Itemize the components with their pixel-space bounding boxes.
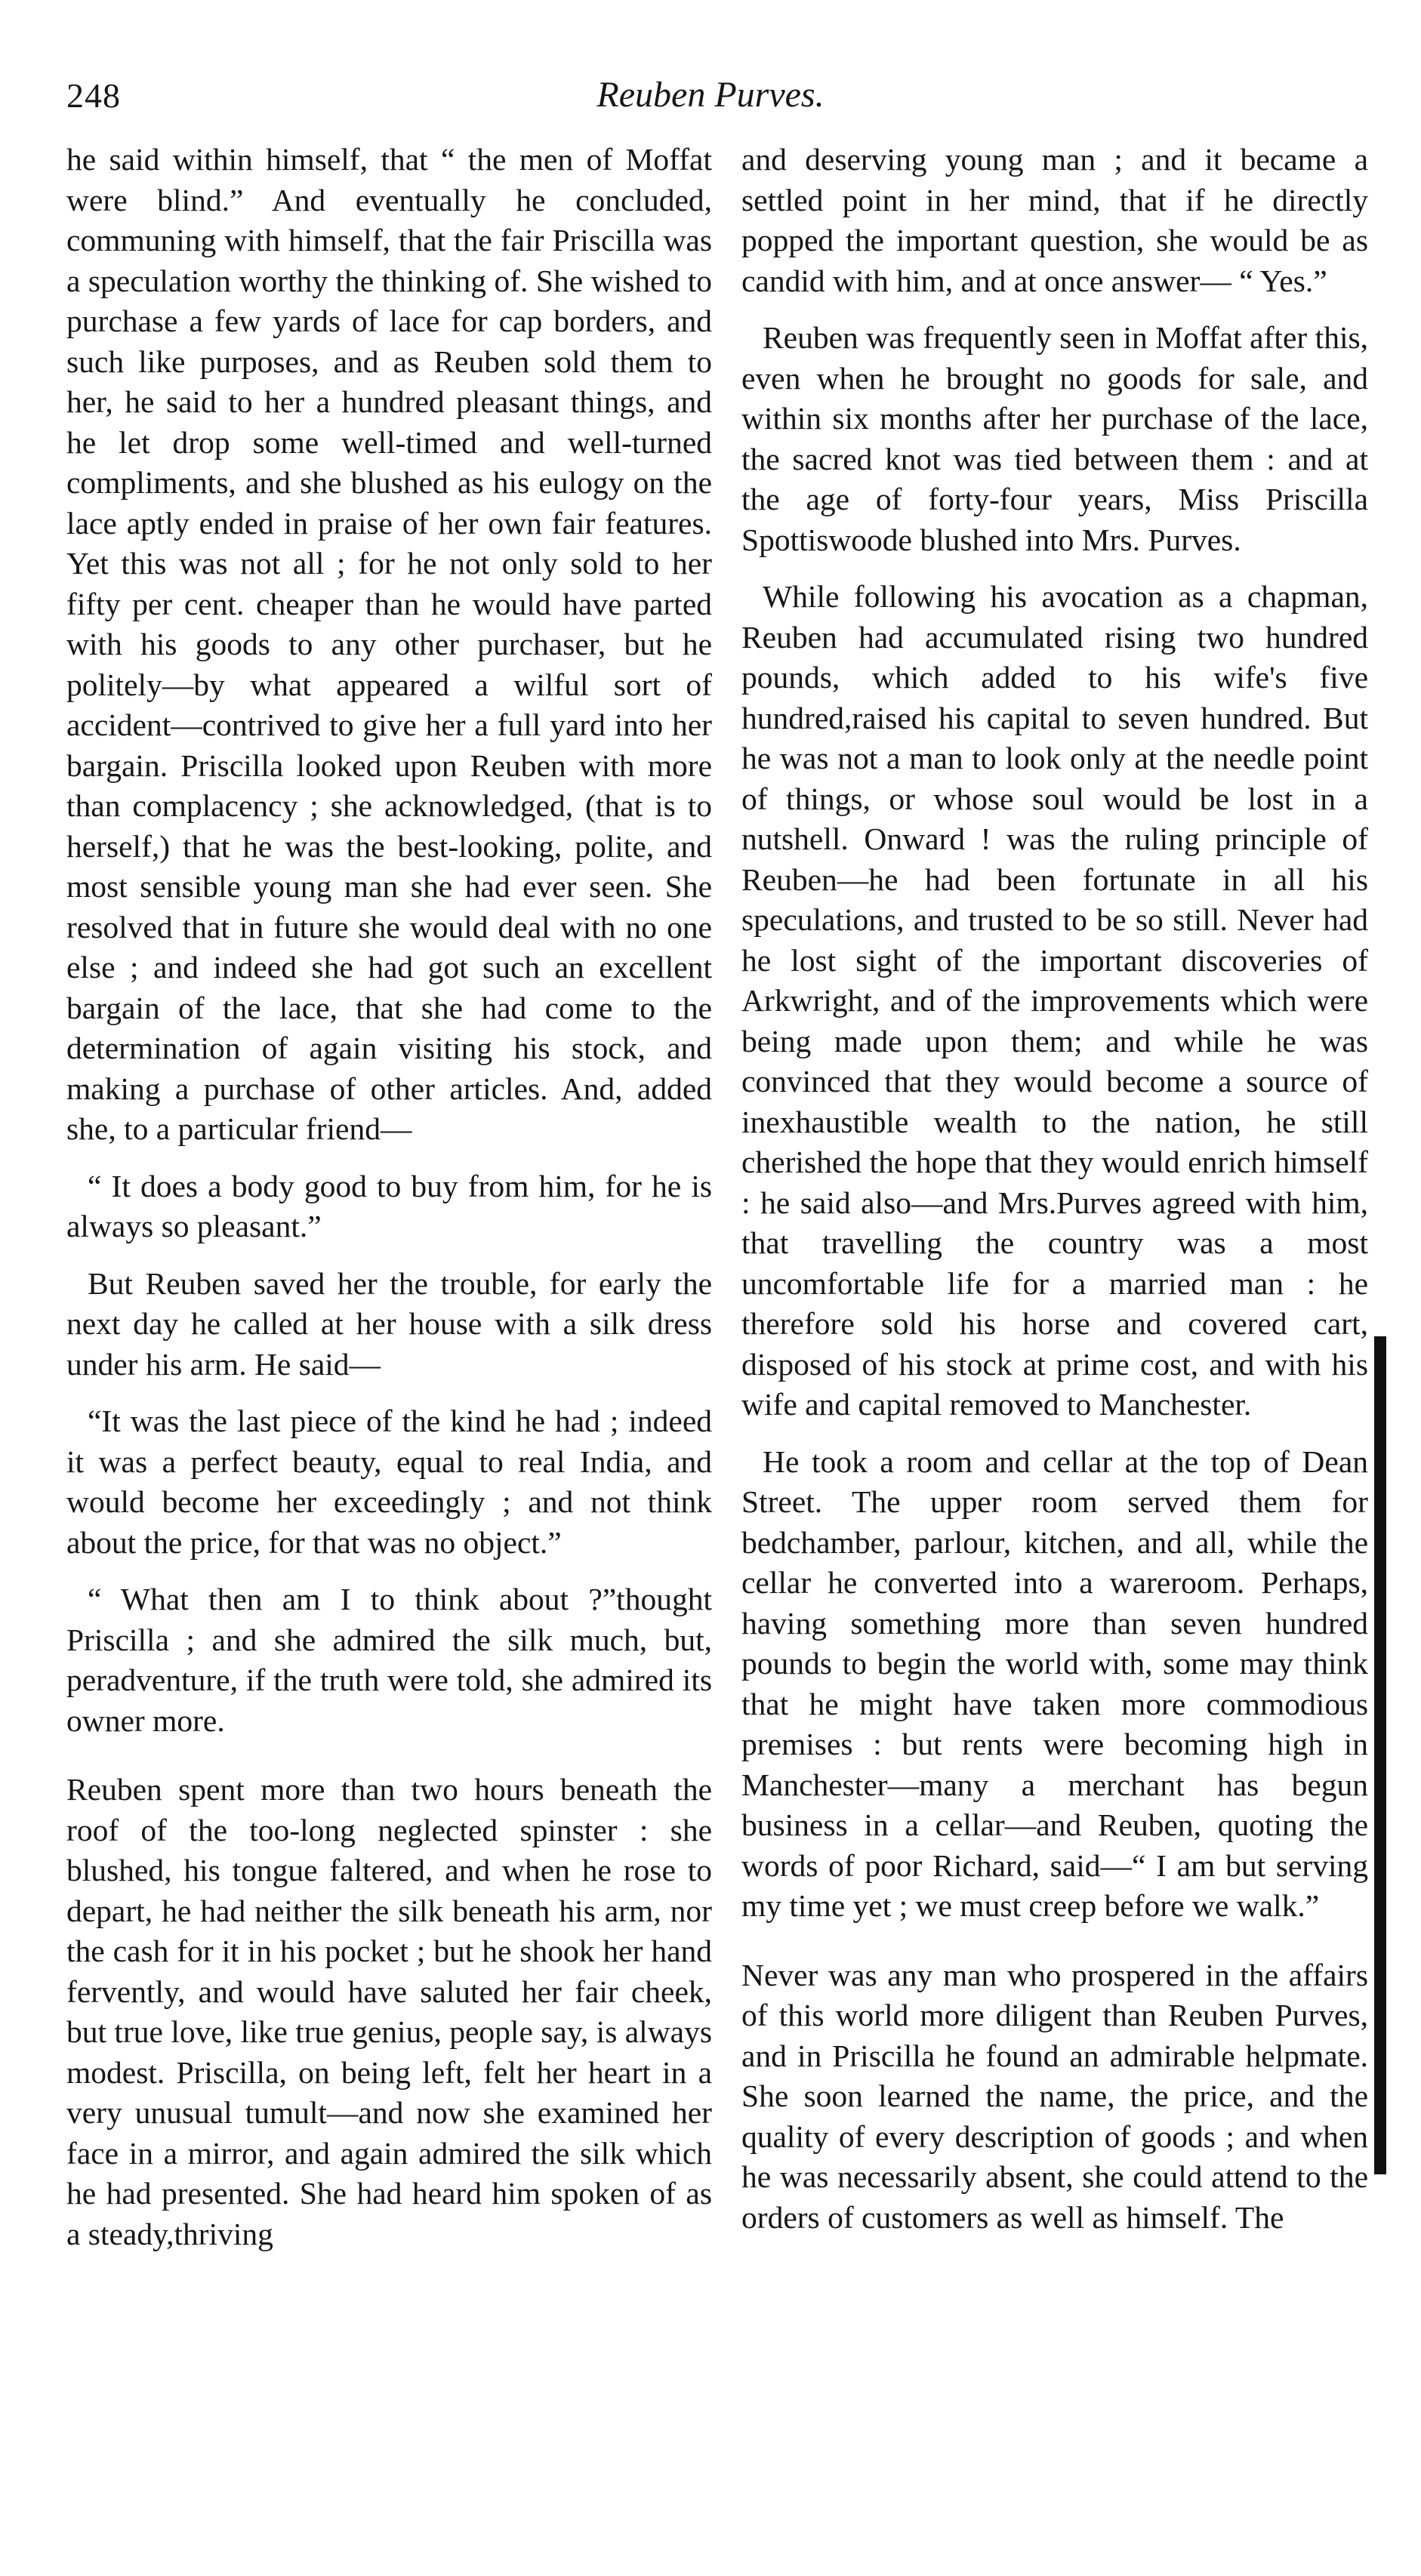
paragraph: While following his avocation as a chapman, Reuben had accumulated rising two hundred pounds, which added to his wife's five hundred,raised his capital to seven hundred. But he was not a man to look only at the needle point of things, or whose soul would be lost in a nutshell. Onward ! was the ruling principle of Reuben—he had been fortunate in all his speculations, and trusted to be so still. Never had he lost sight of the important discoveries of Arkwright, and of the improvements which were being made upon them; and while he was convinced that they would become a source of inexhaustible wealth to the nation, he still cherished the hope that they would enrich himself : he said also—and Mrs.Purves agreed with him, that travelling the country was a most uncomfortable life for a married man : he therefore sold his horse and covered cart, disposed of his stock at prime cost, and with his wife and capital removed to Manchester. <box>741 579 1368 1422</box>
margin-scan-bar <box>1374 1336 1386 2174</box>
right-column <box>741 140 1368 2254</box>
paragraph: and deserving young man ; and it became a settled point in her mind, that if he directly popped the important question, she would be as candid with him, and at once answer— “ Yes.” <box>741 142 1368 298</box>
page-number: 248 <box>66 76 121 115</box>
paragraph: “It was the last piece of the kind he had ; indeed it was a perfect beauty, equal to real India, and would become her exceedingly ; and not think about the price, for that was no object.” <box>66 1404 712 1560</box>
paragraph: Reuben spent more than two hours beneath the roof of the too-long neglected spinster : she blushed, his tongue faltered, and when he rose to depart, he had neither the silk beneath his arm, nor the cash for it in his pocket ; but he shook her hand fervently, and would have saluted her fair cheek, but true love, like true genius, people say, is always modest. Priscilla, on being left, felt her heart in a very unusual tumult—and now she examined her face in a mirror, and again admired the silk which he had presented. She had heard him spoken of as a steady,thriving <box>66 1772 712 2251</box>
running-title: Reuben Purves. <box>596 75 825 115</box>
paragraph: “ It does a body good to buy from him, for he is always so pleasant.” <box>66 1168 712 1243</box>
paragraph: But Reuben saved her the trouble, for early the next day he called at her house with a silk dress under his arm. He said— <box>66 1265 712 1382</box>
left-column <box>66 140 712 2271</box>
paragraph: Reuben was frequently seen in Moffat after this, even when he brought no goods for sale, and within six months after her purchase of the lace, the sacred knot was tied between them : and at the age of forty-four years, Miss Priscilla Spottiswoode blushed into Mrs. Purves. <box>741 320 1368 557</box>
paragraph: he said within himself, that “ the men of Moffat were blind.” And eventually he concluded, communing with himself, that the fair Priscilla was a speculation worthy the thinking of. She wished to purchase a few yards of lace for cap borders, and such like purposes, and as Reuben sold them to her, he said to her a hundred pleasant things, and he let drop some well-timed and well-turned compliments, and she blushed as his eulogy on the lace aptly ended in praise of her own fair features. Yet this was not all ; for he not only sold to her fifty per cent. cheaper than he would have parted with his goods to any other purchaser, but he politely—by what appeared a wilful sort of accident—contrived to give her a full yard into her bargain. Priscilla looked upon Reuben with more than complacency ; she acknowledged, (that is to herself,) that he was the best-looking, polite, and most sensible young man she had ever seen. She resolved that in future she would deal with no one else ; and indeed she had got such an excellent bargain of the lace, that she had come to the determination of again visiting his stock, and making a purchase of other articles. And, added she, to a particular friend— <box>66 142 712 1146</box>
paragraph: “ What then am I to think about ?”thought Priscilla ; and she admired the silk much, but, peradventure, if the truth were told, she admired its owner more. <box>66 1582 712 1738</box>
paragraph: He took a room and cellar at the top of Dean Street. The upper room served them for bedchamber, parlour, kitchen, and all, while the cellar he converted into a wareroom. Perhaps, having something more than seven hundred pounds to begin the world with, some may think that he might have taken more commodious premises : but rents were becoming high in Manchester—many a merchant has begun business in a cellar—and Reuben, quoting the words of poor Richard, said—“ I am but serving my time yet ; we must creep before we walk.” <box>741 1444 1368 1923</box>
paragraph: Never was any man who prospered in the affairs of this world more diligent than Reuben Purves, and in Priscilla he found an admirable helpmate. She soon learned the name, the price, and the quality of every description of goods ; and when he was necessarily absent, she could attend to the orders of customers as well as himself. The <box>741 1957 1368 2235</box>
